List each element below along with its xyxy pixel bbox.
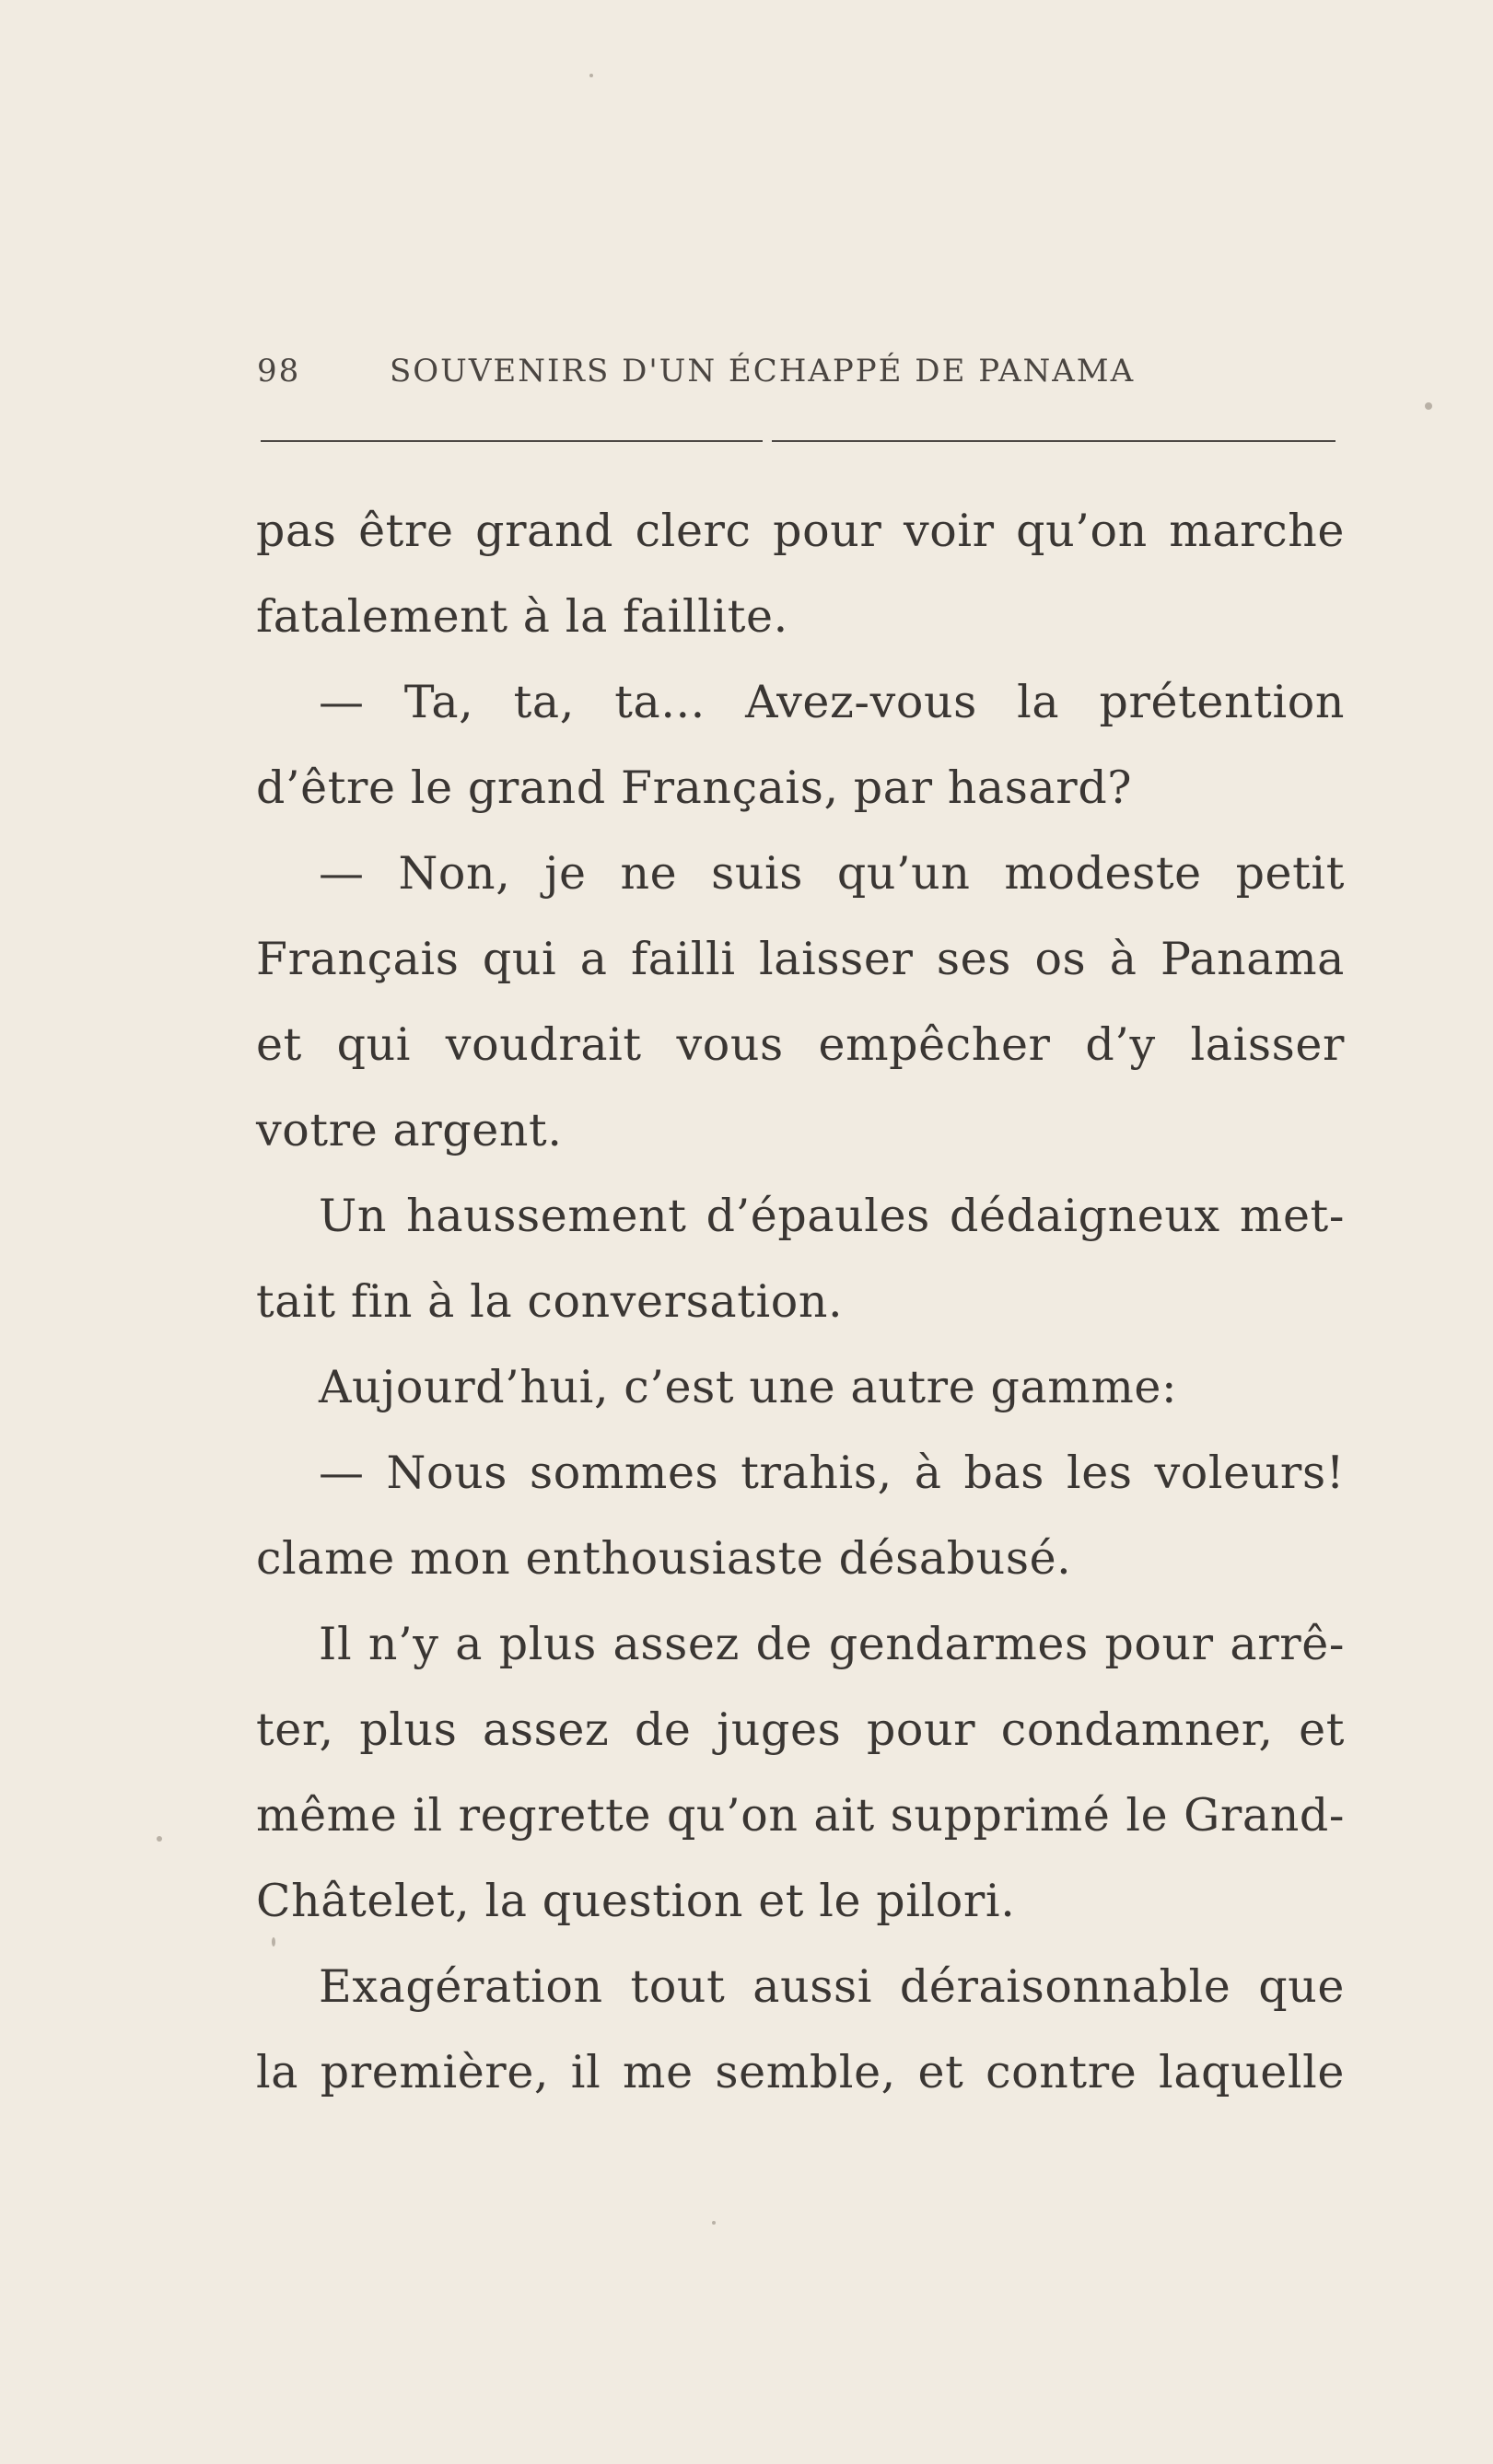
text-line: Exagération tout aussi déraisonnable que xyxy=(319,1960,1345,2013)
text-line: — Non, je ne suis qu’un modeste petit xyxy=(319,847,1345,900)
text-line: même il regrette qu’on ait supprimé le Grand- xyxy=(256,1789,1345,1842)
body-text xyxy=(256,488,1345,2115)
text-line: pas être grand clerc pour voir qu’on marche xyxy=(256,505,1345,557)
paper-speck xyxy=(1425,402,1432,410)
header-rule-right xyxy=(772,440,1336,442)
text-line: Un haussement d’épaules dédaigneux met- xyxy=(319,1190,1345,1242)
text-line: Français qui a failli laisser ses os à Panama xyxy=(256,933,1345,985)
text-line: et qui voudrait vous empêcher d’y laisser xyxy=(256,1018,1345,1071)
paper-speck xyxy=(157,1836,162,1842)
paper-speck xyxy=(712,2221,716,2225)
paper-speck xyxy=(272,1937,275,1947)
text-line: fatalement à la faillite. xyxy=(256,590,788,643)
text-line: clame mon enthousiaste désabusé. xyxy=(256,1532,1072,1585)
text-line: Châtelet, la question et le pilori. xyxy=(256,1875,1016,1927)
text-line: la première, il me semble, et contre laquelle xyxy=(256,2046,1345,2098)
text-line: votre argent. xyxy=(256,1104,563,1156)
text-line: — Ta, ta, ta... Avez-vous la prétention xyxy=(319,676,1345,728)
running-title: SOUVENIRS D'UN ÉCHAPPÉ DE PANAMA xyxy=(390,353,1136,389)
text-line: ter, plus assez de juges pour condamner, et xyxy=(256,1703,1345,1756)
text-line: d’être le grand Français, par hasard? xyxy=(256,761,1133,814)
text-line: — Nous sommes trahis, à bas les voleurs! xyxy=(319,1447,1345,1499)
text-line: Il n’y a plus assez de gendarmes pour arrê- xyxy=(319,1618,1345,1670)
header-rule-left xyxy=(261,440,763,442)
paper-speck xyxy=(589,74,593,77)
page-number: 98 xyxy=(257,353,301,389)
text-line: tait fin à la conversation. xyxy=(256,1275,844,1328)
page-header xyxy=(253,353,1211,408)
text-line: Aujourd’hui, c’est une autre gamme: xyxy=(319,1361,1178,1413)
